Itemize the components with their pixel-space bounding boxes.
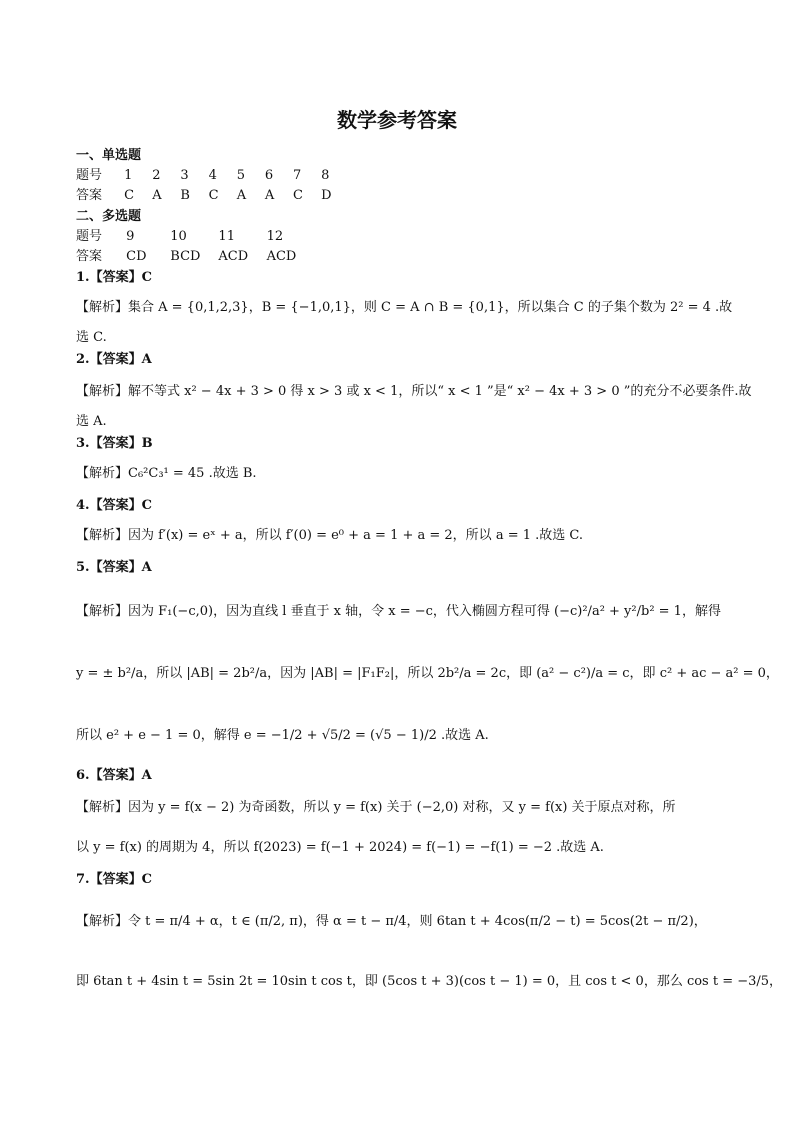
section1-answer-row bbox=[76, 184, 345, 203]
a-value: ACD bbox=[266, 249, 297, 264]
q-num: 10 bbox=[170, 229, 187, 244]
item7-solution-line: 【解析】令 t = π/4 + α，t ∈ (π/2, π)，得 α = t − π/4，则 6tan t + 4cos(π/2 − t) = 5cos(2t − π/2)， bbox=[76, 914, 707, 929]
item6-answer: 6.【答案】A bbox=[76, 768, 152, 783]
q-num: 4 bbox=[208, 168, 217, 183]
item2-solution-line: 选 A. bbox=[76, 414, 107, 429]
q-num: 9 bbox=[126, 229, 135, 244]
a-value: C bbox=[208, 188, 219, 203]
q-num: 1 bbox=[124, 168, 133, 183]
item7-answer: 7.【答案】C bbox=[76, 872, 152, 887]
page-title: 数学参考答案 bbox=[337, 108, 457, 132]
item6-solution-line: 以 y = f(x) 的周期为 4，所以 f(2023) = f(−1 + 2024) = f(−1) = −f(1) = −2 .故选 A. bbox=[76, 840, 604, 855]
a-value: A bbox=[264, 188, 275, 203]
item4-answer: 4.【答案】C bbox=[76, 498, 152, 513]
item4-solution-line: 【解析】因为 f′(x) = eˣ + a，所以 f′(0) = e⁰ + a = 1 + a = 2，所以 a = 1 .故选 C. bbox=[76, 528, 584, 543]
a-value: C bbox=[124, 188, 135, 203]
q-num: 12 bbox=[266, 229, 284, 244]
item6-solution-line: 【解析】因为 y = f(x − 2) 为奇函数，所以 y = f(x) 关于 (−2,0) 对称，又 y = f(x) 关于原点对称，所 bbox=[76, 800, 676, 815]
a-value: CD bbox=[126, 249, 147, 264]
q-num: 11 bbox=[218, 229, 235, 244]
item3-solution-line: 【解析】C₆²C₃¹ = 45 .故选 B. bbox=[76, 466, 257, 481]
section2-question-row bbox=[76, 225, 311, 244]
item5-solution-line: y = ± b²/a，所以 |AB| = 2b²/a，因为 |AB| = |F₁F₂|，所以 2b²/a = 2c，即 (a² − c²)/a = c，即 c² + ac − a² = 0， bbox=[76, 666, 779, 681]
q-num: 6 bbox=[264, 168, 274, 183]
a-value: B bbox=[180, 188, 190, 203]
item7-solution-line: 即 6tan t + 4sin t = 5sin 2t = 10sin t cos t，即 (5cos t + 3)(cos t − 1) = 0，且 cos t < 0，那么 cos t = −3/5， bbox=[76, 974, 783, 989]
item2-solution-line: 【解析】解不等式 x² − 4x + 3 > 0 得 x > 3 或 x < 1，所以“ x < 1 ”是“ x² − 4x + 3 > 0 ”的充分不必要条件.故 bbox=[76, 384, 752, 399]
item5-solution-line: 【解析】因为 F₁(−c,0)，因为直线 l 垂直于 x 轴，令 x = −c，代入椭圆方程可得 (−c)²/a² + y²/b² = 1，解得 bbox=[76, 604, 721, 619]
q-label: 题号 bbox=[76, 229, 103, 244]
q-label: 题号 bbox=[76, 168, 103, 183]
q-num: 2 bbox=[152, 168, 161, 183]
item5-solution-line: 所以 e² + e − 1 = 0，解得 e = −1/2 + √5/2 = (√5 − 1)/2 .故选 A. bbox=[76, 728, 489, 743]
a-value: A bbox=[236, 188, 247, 203]
item1-solution-line: 选 C. bbox=[76, 330, 107, 345]
a-value: ACD bbox=[218, 249, 249, 264]
a-label: 答案 bbox=[76, 249, 103, 264]
item2-answer: 2.【答案】A bbox=[76, 352, 152, 367]
a-label: 答案 bbox=[76, 188, 103, 203]
section1-heading: 一、单选题 bbox=[76, 148, 142, 163]
section2-answer-row bbox=[76, 245, 311, 264]
section1-question-row bbox=[76, 164, 345, 183]
item1-solution-line: 【解析】集合 A = {0,1,2,3}，B = {−1,0,1}，则 C = A ∩ B = {0,1}，所以集合 C 的子集个数为 2² = 4 .故 bbox=[76, 300, 733, 315]
a-value: D bbox=[321, 188, 332, 203]
a-value: C bbox=[292, 188, 303, 203]
q-num: 5 bbox=[236, 168, 245, 183]
q-num: 7 bbox=[292, 168, 302, 183]
a-value: BCD bbox=[170, 249, 201, 264]
item5-answer: 5.【答案】A bbox=[76, 560, 152, 575]
q-num: 8 bbox=[321, 168, 330, 183]
item3-answer: 3.【答案】B bbox=[76, 436, 153, 451]
item1-answer: 1.【答案】C bbox=[76, 270, 152, 285]
section2-heading: 二、多选题 bbox=[76, 209, 142, 224]
q-num: 3 bbox=[180, 168, 189, 183]
a-value: A bbox=[152, 188, 162, 203]
